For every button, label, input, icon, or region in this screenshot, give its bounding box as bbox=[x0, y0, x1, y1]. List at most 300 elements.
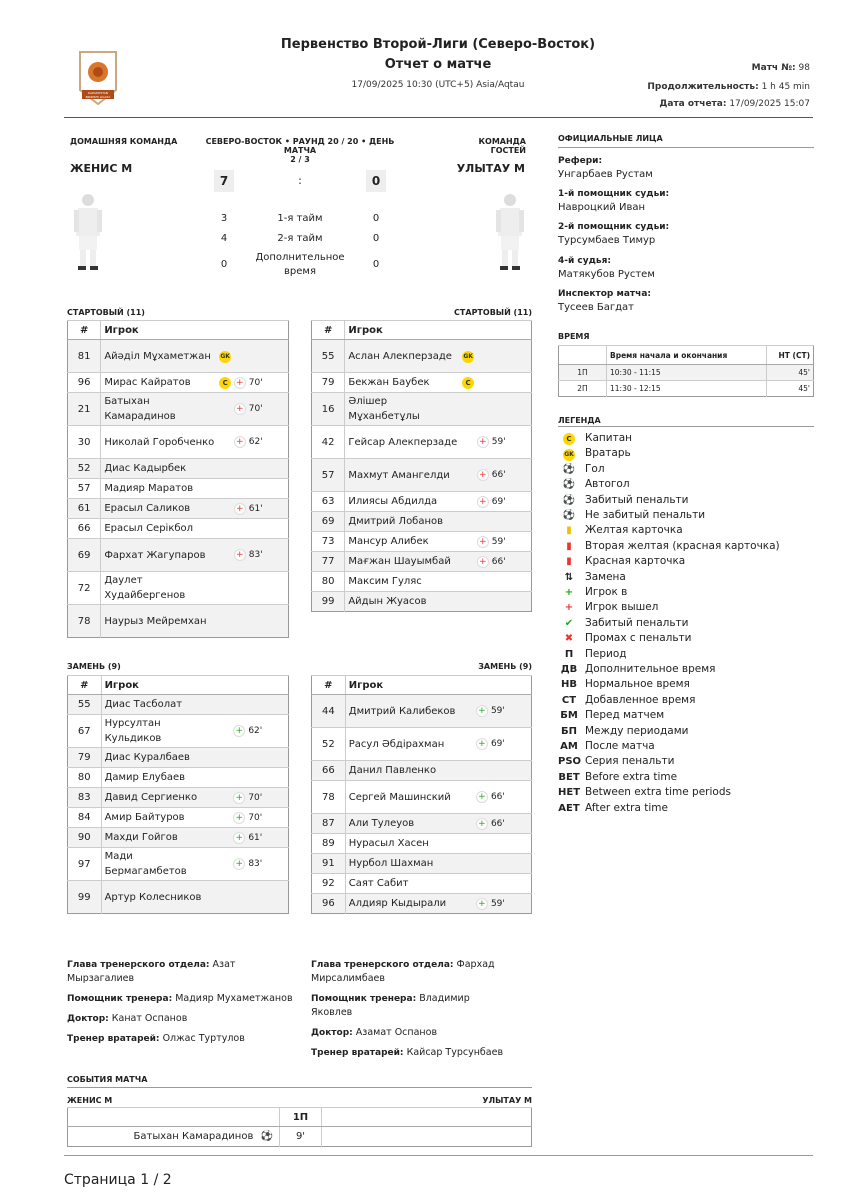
player-name: Нурасыл Хасен bbox=[345, 834, 460, 854]
player-name: Айәділ Мұхаметжан bbox=[101, 340, 217, 373]
legend-label: Гол bbox=[585, 462, 605, 475]
player-row bbox=[68, 499, 289, 519]
player-name: Гейсар Алекперзаде bbox=[345, 426, 460, 459]
player-name: Данил Павленко bbox=[345, 761, 460, 781]
player-name: Дмитрий Калибеков bbox=[345, 695, 460, 728]
home-staff-head-coach: Глава тренерского отдела: Азат Мырзагалиев bbox=[67, 959, 236, 984]
player-name: Айдын Жуасов bbox=[345, 592, 460, 612]
player-number: 91 bbox=[312, 854, 346, 874]
player-row bbox=[312, 592, 532, 612]
player-row bbox=[312, 834, 532, 854]
player-out-icon: + bbox=[234, 377, 246, 389]
legend-item bbox=[558, 693, 695, 708]
event-minute: 62' bbox=[248, 437, 263, 447]
col-player: Игрок bbox=[345, 676, 531, 695]
player-name: Мади Бермагамбетов bbox=[101, 848, 217, 881]
player-in-icon: + bbox=[476, 738, 488, 750]
event-minute: 66' bbox=[491, 556, 506, 567]
player-row bbox=[68, 808, 289, 828]
captain-icon: C bbox=[462, 377, 474, 389]
player-out-icon: + bbox=[234, 549, 246, 561]
legend-item bbox=[558, 770, 677, 785]
legend-label: Дополнительное время bbox=[585, 663, 716, 675]
col-player: Игрок bbox=[101, 676, 288, 695]
time-title: ВРЕМЯ bbox=[558, 332, 590, 341]
legend-icon: ⇅ bbox=[564, 571, 574, 583]
player-number: 72 bbox=[68, 572, 101, 605]
player-name: Илиясы Абдилда bbox=[345, 492, 460, 512]
away-staff bbox=[311, 958, 511, 1060]
legend-item bbox=[558, 647, 627, 662]
legend-item bbox=[558, 508, 705, 523]
player-number: 16 bbox=[312, 393, 345, 426]
player-row bbox=[312, 492, 532, 512]
player-row bbox=[312, 854, 532, 874]
player-row bbox=[312, 814, 532, 834]
legend-icon: ⚽ bbox=[562, 494, 576, 506]
player-row bbox=[68, 748, 289, 768]
home-team-name: ЖЕНИС М bbox=[70, 162, 133, 175]
player-name: Нурбол Шахман bbox=[345, 854, 460, 874]
player-name: Алдияр Кыдырали bbox=[345, 894, 460, 914]
away-staff-gk-coach: Тренер вратарей: Кайсар Турсунбаев bbox=[311, 1047, 504, 1058]
legend-icon: ⚽ bbox=[562, 510, 576, 521]
home-staff-doctor: Доктор: Канат Оспанов bbox=[67, 1013, 188, 1024]
player-number: 66 bbox=[312, 761, 346, 781]
player-number: 99 bbox=[68, 881, 102, 914]
score-separator: : bbox=[298, 174, 302, 187]
event-minute: 59' bbox=[491, 437, 506, 447]
legend-item bbox=[558, 431, 632, 446]
player-in-icon: + bbox=[476, 898, 488, 910]
col-number: # bbox=[312, 321, 345, 340]
page-number: Страница 1 / 2 bbox=[64, 1172, 172, 1188]
player-row bbox=[312, 874, 532, 894]
home-team-label: ДОМАШНЯЯ КОМАНДА bbox=[70, 137, 178, 146]
legend-label: Красная карточка bbox=[585, 555, 686, 568]
legend-icon: PSO bbox=[558, 756, 582, 768]
legend-icon: АМ bbox=[560, 741, 578, 752]
legend-label: Между периодами bbox=[585, 724, 689, 737]
player-number: 99 bbox=[312, 592, 345, 612]
match-duration: Продолжительность: 1 h 45 min bbox=[647, 82, 810, 92]
player-number: 80 bbox=[312, 572, 345, 592]
report-subtitle: Отчет о матче bbox=[384, 57, 492, 72]
player-row bbox=[312, 781, 532, 814]
player-name: Ерасыл Саликов bbox=[101, 499, 217, 519]
events-away-team: УЛЫТАУ М bbox=[482, 1096, 532, 1105]
legend-item bbox=[558, 677, 690, 692]
legend-item bbox=[558, 724, 688, 739]
legend-item bbox=[558, 462, 605, 477]
legend-icon: П bbox=[564, 648, 574, 660]
player-row bbox=[312, 572, 532, 592]
player-name: Артур Колесников bbox=[101, 881, 217, 914]
col-player: Игрок bbox=[101, 321, 289, 340]
legend-icon: ▮ bbox=[566, 540, 572, 552]
player-number: 55 bbox=[68, 695, 102, 715]
legend-icon: ▮ bbox=[566, 556, 572, 568]
player-name: Диас Кадырбек bbox=[101, 459, 217, 479]
player-row bbox=[312, 426, 532, 459]
legend-item bbox=[558, 754, 674, 769]
player-number: 55 bbox=[312, 340, 345, 373]
legend-label: Игрок в bbox=[585, 586, 628, 598]
event-minute: 70' bbox=[248, 792, 263, 803]
legend-icon: HET bbox=[558, 787, 581, 799]
event-minute: 69' bbox=[490, 739, 505, 749]
official-assistant-1: 1-й помощник судьи: Навроцкий Иван bbox=[558, 189, 670, 213]
legend-label: Желтая карточка bbox=[585, 524, 683, 537]
event-minute: 83' bbox=[248, 550, 263, 560]
player-number: 90 bbox=[68, 828, 102, 848]
legend-item bbox=[558, 523, 683, 538]
player-number: 69 bbox=[68, 539, 101, 572]
legend-item bbox=[558, 708, 664, 723]
header-divider bbox=[64, 117, 813, 118]
official-inspector: Инспектор матча: Тусеев Багдат bbox=[558, 289, 651, 313]
legend-item bbox=[558, 616, 689, 631]
officials-divider bbox=[558, 147, 814, 148]
player-row bbox=[312, 459, 532, 492]
away-starting-label: СТАРТОВЫЙ (11) bbox=[454, 308, 532, 317]
player-row bbox=[68, 848, 289, 881]
player-number: 52 bbox=[68, 459, 101, 479]
legend-label: Промах с пенальти bbox=[585, 632, 692, 645]
legend-label: После матча bbox=[585, 740, 655, 752]
captain-icon: C bbox=[563, 433, 575, 445]
player-name: Махмут Амангелди bbox=[345, 459, 460, 492]
away-kit-icon bbox=[492, 190, 528, 278]
player-name: Давид Сергиенко bbox=[101, 788, 217, 808]
player-in-icon: + bbox=[476, 791, 488, 803]
player-name: Диас Куралбаев bbox=[101, 748, 217, 768]
player-name: Батыхан Камарадинов bbox=[101, 393, 217, 426]
legend-item bbox=[558, 631, 691, 646]
player-row bbox=[68, 479, 289, 499]
goalkeeper-icon: GK bbox=[563, 449, 575, 461]
player-number: 77 bbox=[312, 552, 345, 572]
legend-label: Серия пенальти bbox=[585, 755, 675, 768]
player-row bbox=[312, 552, 532, 572]
player-number: 78 bbox=[312, 781, 346, 814]
legend-item bbox=[558, 662, 715, 677]
player-row bbox=[312, 695, 532, 728]
player-name: Сергей Машинский bbox=[345, 781, 460, 814]
event-minute: 66' bbox=[490, 818, 505, 829]
event-minute: 61' bbox=[248, 832, 263, 843]
player-out-icon: + bbox=[234, 436, 246, 448]
player-row bbox=[68, 881, 289, 914]
player-in-icon: + bbox=[233, 832, 245, 844]
player-number: 57 bbox=[68, 479, 101, 499]
player-row bbox=[312, 340, 532, 373]
away-team-label: КОМАНДА ГОСТЕЙ bbox=[478, 137, 526, 155]
col-player: Игрок bbox=[345, 321, 532, 340]
official-assistant-2: 2-й помощник судьи: Турсумбаев Тимур bbox=[558, 222, 670, 246]
player-out-icon: + bbox=[234, 403, 246, 415]
legend-title: ЛЕГЕНДА bbox=[558, 416, 601, 425]
player-name: Махди Гойгов bbox=[101, 828, 217, 848]
col-number: # bbox=[68, 321, 101, 340]
home-subs-label: ЗАМЕНЬ (9) bbox=[67, 662, 121, 671]
legend-icon: ✔ bbox=[564, 617, 574, 629]
legend-label: Забитый пенальти bbox=[585, 616, 689, 629]
legend-divider bbox=[558, 426, 814, 427]
player-row bbox=[68, 519, 289, 539]
legend-label: Before extra time bbox=[585, 770, 678, 783]
away-team-name: УЛЫТАУ М bbox=[456, 162, 525, 175]
home-staff bbox=[67, 958, 297, 1046]
player-row bbox=[68, 459, 289, 479]
player-in-icon: + bbox=[233, 812, 245, 824]
event-minute: 69' bbox=[491, 496, 506, 507]
player-row bbox=[312, 393, 532, 426]
player-number: 52 bbox=[312, 728, 346, 761]
player-row bbox=[68, 539, 289, 572]
legend-icon: БП bbox=[561, 725, 577, 737]
event-minute: 59' bbox=[490, 898, 505, 909]
player-out-icon: + bbox=[477, 556, 489, 568]
player-in-icon: + bbox=[476, 705, 488, 717]
away-subs-table bbox=[311, 675, 532, 914]
player-out-icon: + bbox=[234, 503, 246, 515]
player-name: Расул Әбдірахман bbox=[345, 728, 460, 761]
home-staff-assistant: Помощник тренера: Мадияр Мухаметжанов bbox=[67, 993, 293, 1004]
legend-item bbox=[558, 477, 630, 492]
player-row bbox=[68, 605, 289, 638]
events-title: СОБЫТИЯ МАТЧА bbox=[67, 1075, 148, 1084]
away-staff-assistant: Помощник тренера: Владимир Яковлев bbox=[311, 993, 470, 1018]
events-divider bbox=[67, 1087, 532, 1088]
player-name: Мансур Алибек bbox=[345, 532, 460, 552]
player-name: Мағжан Шауымбай bbox=[345, 552, 460, 572]
event-minute: 62' bbox=[248, 726, 263, 736]
legend-icon: ▮ bbox=[566, 525, 572, 537]
event-minute: 66' bbox=[490, 792, 505, 802]
player-row bbox=[312, 728, 532, 761]
player-number: 96 bbox=[312, 894, 346, 914]
player-row bbox=[312, 512, 532, 532]
player-name: Фархат Жагупаров bbox=[101, 539, 217, 572]
player-number: 63 bbox=[312, 492, 345, 512]
home-staff-gk-coach: Тренер вратарей: Олжас Туртулов bbox=[67, 1033, 245, 1044]
event-minute: 70' bbox=[248, 404, 263, 414]
event-minute: 83' bbox=[248, 859, 263, 869]
player-name: Диас Тасболат bbox=[101, 695, 217, 715]
legend-item bbox=[558, 554, 685, 569]
player-number: 21 bbox=[68, 393, 101, 426]
away-subs-label: ЗАМЕНЬ (9) bbox=[478, 662, 532, 671]
player-in-icon: + bbox=[233, 725, 245, 737]
home-kit-icon bbox=[70, 190, 106, 278]
legend-icon: НВ bbox=[561, 679, 577, 691]
event-row: Батыхан Камарадинов ⚽ 9' bbox=[68, 1127, 532, 1147]
legend-item bbox=[558, 570, 626, 585]
legend-label: Игрок вышел bbox=[585, 601, 659, 614]
player-name: Даулет Худайбергенов bbox=[101, 572, 217, 605]
player-name: Бекжан Баубек bbox=[345, 373, 460, 393]
player-in-icon: + bbox=[476, 818, 488, 830]
event-minute: 59' bbox=[491, 536, 506, 547]
player-name: Саят Сабит bbox=[345, 874, 460, 894]
legend-label: Капитан bbox=[585, 432, 632, 444]
player-number: 79 bbox=[68, 748, 102, 768]
legend-icon: + bbox=[564, 602, 574, 614]
player-number: 73 bbox=[312, 532, 345, 552]
player-name: Аслан Алекперзаде bbox=[345, 340, 460, 373]
legend-item bbox=[558, 600, 658, 615]
away-starting-table bbox=[311, 320, 532, 612]
player-number: 81 bbox=[68, 340, 101, 373]
player-name: Дамир Елубаев bbox=[101, 768, 217, 788]
events-home-team: ЖЕНИС М bbox=[67, 1096, 113, 1105]
player-row bbox=[68, 393, 289, 426]
player-number: 97 bbox=[68, 848, 102, 881]
away-score: 0 bbox=[366, 170, 386, 192]
legend-item bbox=[558, 785, 731, 800]
player-number: 57 bbox=[312, 459, 345, 492]
legend-icon: СТ bbox=[561, 694, 577, 706]
event-minute: 61' bbox=[248, 503, 263, 514]
legend-label: Автогол bbox=[585, 478, 630, 491]
report-title: Первенство Второй-Лиги (Северо-Восток) bbox=[280, 37, 596, 52]
home-score: 7 bbox=[214, 170, 234, 192]
player-number: 96 bbox=[68, 373, 101, 393]
home-starting-label: СТАРТОВЫЙ (11) bbox=[67, 308, 145, 317]
home-starting-table bbox=[67, 320, 289, 638]
legend-item bbox=[558, 446, 631, 461]
captain-icon: C bbox=[219, 377, 231, 389]
match-datetime: 17/09/2025 10:30 (UTC+5) Asia/Aqtau bbox=[351, 80, 525, 90]
player-name: Нурсултан Кульдиков bbox=[101, 715, 217, 748]
round-info: СЕВЕРО-ВОСТОК • РАУНД 20 / 20 • ДЕНЬ МАТЧА 2 / 3 bbox=[205, 137, 395, 164]
legend-item bbox=[558, 739, 655, 754]
goalkeeper-icon: GK bbox=[462, 351, 474, 363]
report-date: Дата отчета: 17/09/2025 15:07 bbox=[659, 99, 810, 109]
legend-item bbox=[558, 585, 627, 600]
player-row bbox=[312, 532, 532, 552]
player-name: Мирас Кайратов bbox=[101, 373, 217, 393]
player-row bbox=[68, 768, 289, 788]
legend-icon: БМ bbox=[560, 710, 578, 722]
player-name: Әлішер Мұханбетұлы bbox=[345, 393, 460, 426]
player-row bbox=[68, 426, 289, 459]
legend-label: Перед матчем bbox=[585, 709, 665, 722]
player-row bbox=[68, 340, 289, 373]
player-in-icon: + bbox=[233, 792, 245, 804]
player-out-icon: + bbox=[477, 496, 489, 508]
player-row bbox=[312, 373, 532, 393]
legend-icon: ⚽ bbox=[562, 463, 576, 475]
player-row bbox=[68, 695, 289, 715]
legend-icon: AET bbox=[558, 802, 580, 814]
player-row bbox=[68, 828, 289, 848]
player-number: 84 bbox=[68, 808, 102, 828]
legend-label: Замена bbox=[585, 570, 626, 583]
away-staff-doctor: Доктор: Азамат Оспанов bbox=[311, 1027, 438, 1038]
officials-title: ОФИЦИАЛЬНЫЕ ЛИЦА bbox=[558, 134, 663, 143]
home-subs-table bbox=[67, 675, 289, 914]
player-name: Максим Гуляс bbox=[345, 572, 460, 592]
player-number: 69 bbox=[312, 512, 345, 532]
player-number: 30 bbox=[68, 426, 101, 459]
player-number: 80 bbox=[68, 768, 102, 788]
period-extra-row: 0 Дополнительное время 0 bbox=[220, 252, 380, 277]
logo-text: KAZAKHSTAN BIRINSHI LIGASY bbox=[85, 91, 111, 99]
legend-icon: ДВ bbox=[560, 664, 578, 675]
player-number: 67 bbox=[68, 715, 102, 748]
away-staff-head-coach: Глава тренерского отдела: Фархад Мирсалимбаев bbox=[311, 959, 495, 984]
legend-icon: ⚽ bbox=[562, 479, 576, 491]
goalkeeper-icon: GK bbox=[219, 351, 231, 363]
player-name: Мадияр Маратов bbox=[101, 479, 217, 499]
player-row bbox=[312, 761, 532, 781]
player-name: Дмитрий Лобанов bbox=[345, 512, 460, 532]
player-number: 44 bbox=[312, 695, 346, 728]
player-name: Николай Горобченко bbox=[101, 426, 217, 459]
player-out-icon: + bbox=[477, 436, 489, 448]
player-row bbox=[68, 715, 289, 748]
player-row bbox=[312, 894, 532, 914]
official-referee: Рефери: Унгарбаев Рустам bbox=[558, 156, 653, 180]
legend-label: Нормальное время bbox=[585, 678, 690, 691]
events-table: 1П Батыхан Камарадинов ⚽ 9' bbox=[67, 1107, 532, 1147]
legend-label: Период bbox=[585, 647, 627, 660]
player-number: 66 bbox=[68, 519, 101, 539]
player-out-icon: + bbox=[477, 469, 489, 481]
legend-label: Не забитый пенальти bbox=[585, 509, 706, 521]
player-out-icon: + bbox=[477, 536, 489, 548]
legend-icon: ✖ bbox=[564, 633, 574, 645]
legend-item bbox=[558, 493, 689, 508]
player-number: 87 bbox=[312, 814, 346, 834]
legend-label: Вторая желтая (красная карточка) bbox=[585, 539, 780, 552]
legend-label: Вратарь bbox=[585, 447, 631, 460]
player-row bbox=[68, 572, 289, 605]
player-number: 78 bbox=[68, 605, 101, 638]
player-number: 83 bbox=[68, 788, 102, 808]
event-minute: 66' bbox=[491, 470, 506, 480]
legend-item bbox=[558, 801, 668, 816]
player-number: 79 bbox=[312, 373, 345, 393]
legend-label: Between extra time periods bbox=[585, 786, 731, 799]
player-number: 89 bbox=[312, 834, 346, 854]
official-fourth: 4-й судья: Матякубов Рустем bbox=[558, 256, 655, 280]
player-in-icon: + bbox=[233, 858, 245, 870]
legend-icon: BET bbox=[558, 771, 580, 783]
player-number: 92 bbox=[312, 874, 346, 894]
player-name: Амир Байтуров bbox=[101, 808, 217, 828]
col-number: # bbox=[312, 676, 346, 695]
goal-icon: ⚽ bbox=[260, 1131, 273, 1142]
player-name: Ерасыл Серікбол bbox=[101, 519, 217, 539]
player-row bbox=[68, 788, 289, 808]
event-minute: 70' bbox=[248, 377, 263, 388]
match-number: Матч №: 98 bbox=[751, 63, 810, 73]
player-row bbox=[68, 373, 289, 393]
legend-icon: + bbox=[564, 587, 574, 598]
player-name: Наурыз Мейремхан bbox=[101, 605, 217, 638]
player-name: Али Тулеуов bbox=[345, 814, 460, 834]
legend-label: Добавленное время bbox=[585, 693, 696, 706]
legend-label: After extra time bbox=[585, 801, 668, 814]
player-number: 61 bbox=[68, 499, 101, 519]
event-minute: 70' bbox=[248, 812, 263, 823]
legend-item bbox=[558, 539, 780, 554]
footer-divider bbox=[64, 1155, 813, 1156]
legend-label: Забитый пенальти bbox=[585, 493, 689, 506]
